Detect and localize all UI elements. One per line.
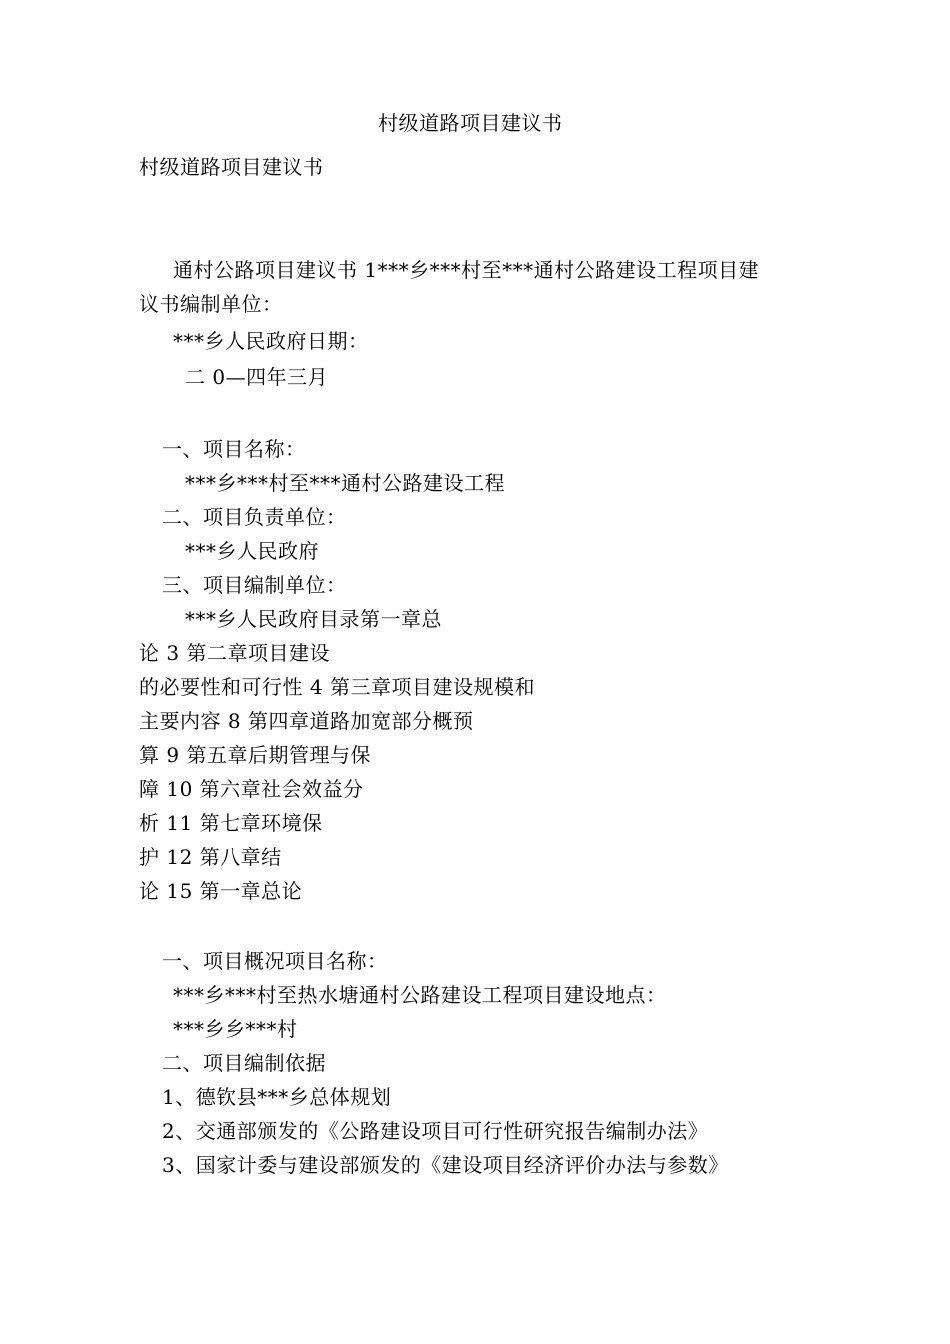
- project-name-value: ***乡***村至***通村公路建设工程: [185, 471, 505, 495]
- cover-line-4: 二 0—四年三月: [185, 365, 329, 389]
- project-name-label: 一、项目名称：: [162, 437, 306, 461]
- overview-heading: 一、项目概况项目名称：: [162, 949, 388, 973]
- cover-line-1: 通村公路项目建议书 1***乡***村至***通村公路建设工程项目建: [173, 258, 760, 282]
- toc-line: 障 10 第六章社会效益分: [139, 777, 364, 801]
- project-line: ***乡***村至热水塘通村公路建设工程项目建设地点：: [173, 983, 667, 1007]
- project-owner-label: 二、项目负责单位：: [162, 505, 347, 529]
- basis-heading: 二、项目编制依据: [162, 1051, 326, 1075]
- document-title: 村级道路项目建议书: [378, 111, 563, 135]
- project-compiler-label: 三、项目编制单位：: [162, 573, 347, 597]
- cover-line-2: 议书编制单位：: [139, 292, 283, 316]
- cover-line-3: ***乡人民政府日期：: [173, 329, 369, 353]
- basis-item: 2、交通部颁发的《公路建设项目可行性研究报告编制办法》: [162, 1119, 709, 1143]
- basis-item: 1、德钦县***乡总体规划: [162, 1085, 392, 1109]
- toc-line: 算 9 第五章后期管理与保: [139, 743, 371, 767]
- document-subtitle: 村级道路项目建议书: [139, 155, 324, 179]
- toc-line: 主要内容 8 第四章道路加宽部分概预: [139, 709, 474, 733]
- toc-line: 护 12 第八章结: [139, 845, 282, 869]
- basis-item: 3、国家计委与建设部颁发的《建设项目经济评价办法与参数》: [162, 1153, 729, 1177]
- project-location: ***乡乡***村: [173, 1017, 298, 1041]
- toc-line: 析 11 第七章环境保: [139, 811, 323, 835]
- project-compiler-value: ***乡人民政府目录第一章总: [185, 607, 442, 631]
- toc-line: 论 3 第二章项目建设: [139, 641, 330, 665]
- toc-line: 论 15 第一章总论: [139, 879, 303, 903]
- toc-line: 的必要性和可行性 4 第三章项目建设规模和: [139, 675, 535, 699]
- project-owner-value: ***乡人民政府: [185, 539, 319, 563]
